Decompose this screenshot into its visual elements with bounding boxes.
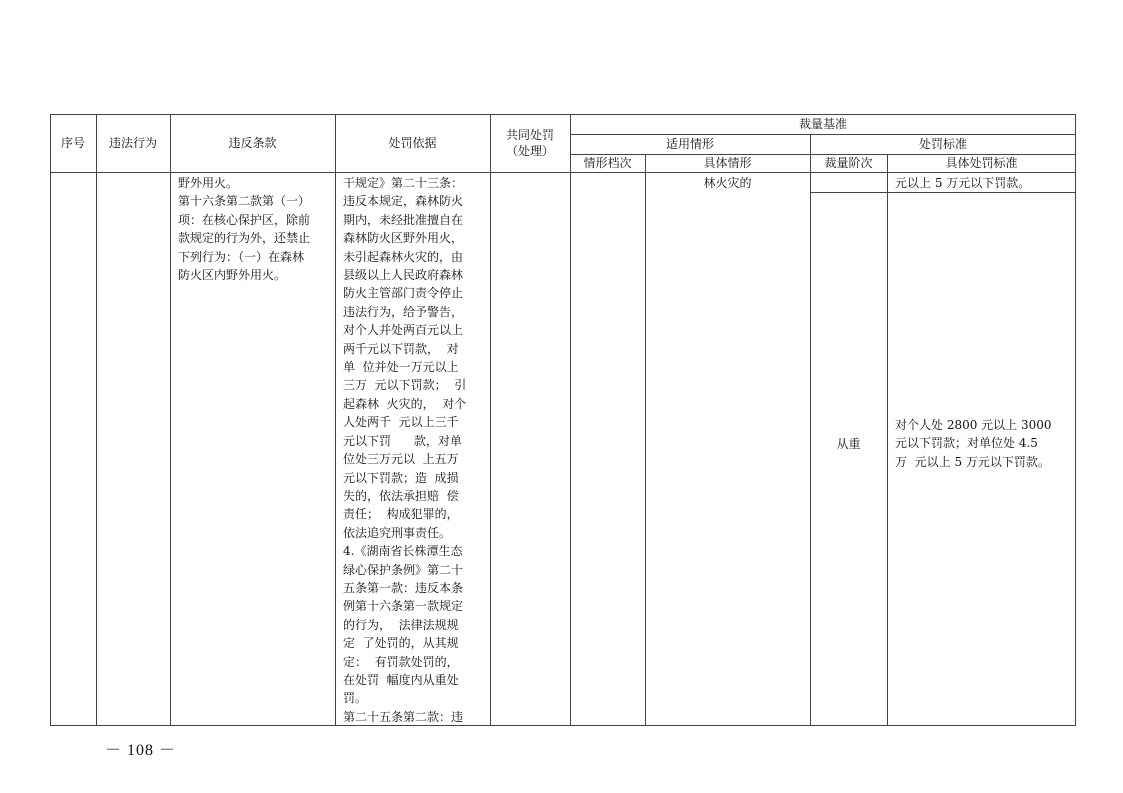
header-divider bbox=[50, 172, 1076, 173]
discretion-level-heavy: 从重 bbox=[836, 437, 861, 451]
col-divider-3 bbox=[335, 114, 336, 726]
col-divider-6 bbox=[645, 154, 646, 726]
header-discretion-standard: 裁量基准 bbox=[798, 117, 847, 131]
table-border-right bbox=[1075, 114, 1076, 726]
header-violated-clause: 违反条款 bbox=[228, 136, 277, 150]
penalty-standard-heavy-text: 对个人处 2800 元以上 3000 元以下罚款；对单位处 4.5 万 元以上 5 万元以下罚款。 bbox=[895, 418, 1052, 469]
table-border-bottom bbox=[50, 725, 1076, 726]
col-divider-1 bbox=[96, 114, 97, 726]
header-penalty-standard: 处罚标准 bbox=[918, 137, 967, 151]
header-penalty-basis: 处罚依据 bbox=[388, 136, 437, 150]
specific-circumstance-text: 林火灾的 bbox=[703, 176, 752, 190]
header-circumstance-level: 情形档次 bbox=[583, 156, 632, 170]
header-seq: 序号 bbox=[60, 136, 85, 150]
col-divider-7 bbox=[810, 134, 811, 726]
page-number: － 108 － bbox=[105, 742, 177, 759]
col-divider-2 bbox=[170, 114, 171, 726]
discretion-standard-table bbox=[50, 114, 1076, 726]
penalty-standard-top-text: 元以上 5 万元以下罚款。 bbox=[895, 176, 1031, 190]
header-applicable-circumstances: 适用情形 bbox=[665, 137, 714, 151]
penalty-basis-text: 干规定》第二十三条： 违反本规定，森林防火 期内，未经批准擅自在 森林防火区野外用火， 未引起森林火灾的，由 县级以上人民政府森林 防火主管部门责令停止 违法行为，给予警告， 对个人并处两百元以上 两千元以下罚款， 对 单 位并处一万元以上 三万 元以下罚款； 引 起森林 火灾的， 对个 人处两千 元以上三千 元以下罚 款，对单 位处三万元以 上五万 元以下罚款；造 成损 失的，依法承担赔 偿 责任； 构成犯罪的， 依法追究刑事责任。 4.《湖南省长株潭生态 绿心保护条例》第二十 五条第一款：违反本条 例第十六条第一款规定 的行为， 法律法规规 定 了处罚的，从其规 定： 有罚款处罚的， 在处罚 幅度内从重处 罚。 第二十五条第二款：违 bbox=[343, 176, 467, 724]
col-divider-5 bbox=[570, 114, 571, 726]
header-specific-penalty-standard: 具体处罚标准 bbox=[945, 156, 1018, 170]
col-divider-8 bbox=[887, 154, 888, 726]
violated-clause-text: 野外用火。 第十六条第二款第（一） 项：在核心保护区，除前 款规定的行为外，还禁止 下列行为：（一）在森林 防火区内野外用火。 bbox=[178, 176, 311, 283]
header-joint-penalty: 共同处罚 （处理） bbox=[505, 128, 554, 158]
col-divider-4 bbox=[490, 114, 491, 726]
header-specific-circumstances: 具体情形 bbox=[703, 156, 752, 170]
table-border-left bbox=[50, 114, 51, 726]
header-illegal-act: 违法行为 bbox=[108, 136, 157, 150]
header-discretion-level: 裁量阶次 bbox=[824, 156, 873, 170]
